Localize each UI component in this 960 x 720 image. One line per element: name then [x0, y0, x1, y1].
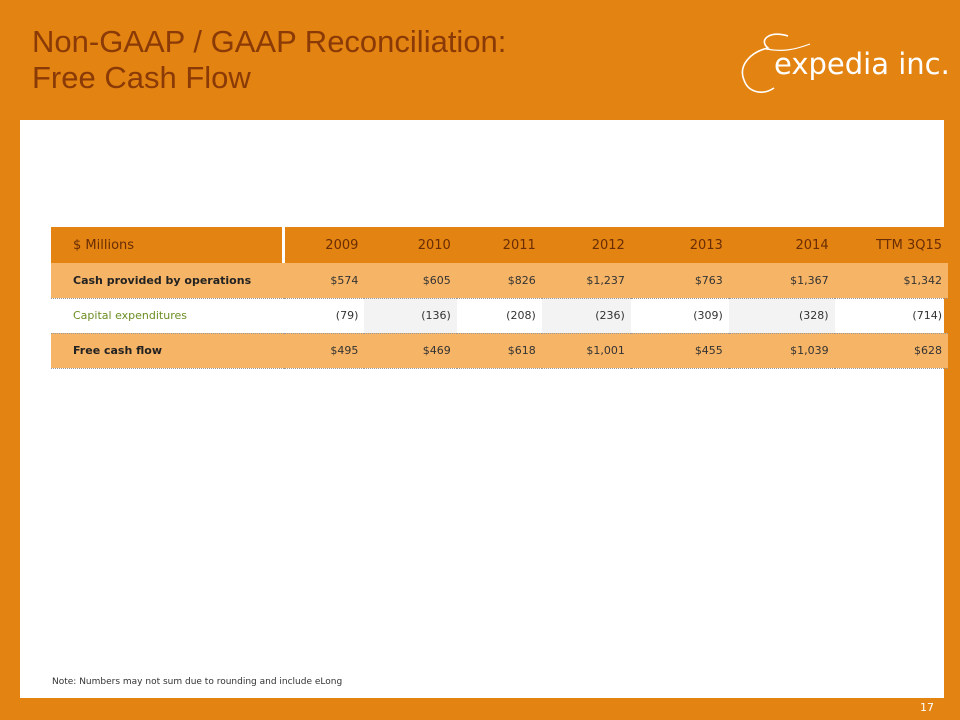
table-cell: (328): [729, 298, 835, 333]
slide-title-line2: Free Cash Flow: [32, 60, 251, 95]
row-label: Cash provided by operations: [51, 263, 284, 298]
table-cell: (136): [364, 298, 456, 333]
column-header: 2009: [284, 227, 365, 263]
table-cell: $1,237: [542, 263, 631, 298]
slide-title: [32, 24, 672, 96]
content-panel: [20, 120, 944, 698]
table-cell: $469: [364, 333, 456, 368]
expedia-logo: [730, 22, 950, 102]
logo-text: expedia inc.: [774, 47, 950, 81]
column-header: 2012: [542, 227, 631, 263]
table-cell: $763: [631, 263, 729, 298]
table-cell: $1,039: [729, 333, 835, 368]
table-cell: $455: [631, 333, 729, 368]
table-row: [51, 333, 948, 368]
table-cell: (236): [542, 298, 631, 333]
column-header: 2013: [631, 227, 729, 263]
column-header: 2010: [364, 227, 456, 263]
column-header: 2014: [729, 227, 835, 263]
table-cell: (714): [835, 298, 948, 333]
column-header: 2011: [457, 227, 542, 263]
page-number: 17: [920, 701, 934, 714]
table-cell: $605: [364, 263, 456, 298]
slide-title-line1: Non-GAAP / GAAP Reconciliation:: [32, 24, 507, 59]
table-row: [51, 263, 948, 298]
table-cell: (79): [284, 298, 365, 333]
footnote: Note: Numbers may not sum due to rounding and include eLong: [52, 677, 343, 687]
table-cell: $618: [457, 333, 542, 368]
row-label: Free cash flow: [51, 333, 284, 368]
table-cell: (208): [457, 298, 542, 333]
table-header-row: [51, 227, 948, 263]
table-cell: $1,367: [729, 263, 835, 298]
row-label: Capital expenditures: [51, 298, 284, 333]
units-header: $ Millions: [51, 227, 284, 263]
table-cell: $1,342: [835, 263, 948, 298]
table-cell: $826: [457, 263, 542, 298]
column-header: TTM 3Q15: [835, 227, 948, 263]
free-cash-flow-table: [51, 227, 948, 369]
table-row: [51, 298, 948, 333]
table-cell: $495: [284, 333, 365, 368]
table-cell: $628: [835, 333, 948, 368]
table-cell: $574: [284, 263, 365, 298]
table-cell: (309): [631, 298, 729, 333]
table-cell: $1,001: [542, 333, 631, 368]
